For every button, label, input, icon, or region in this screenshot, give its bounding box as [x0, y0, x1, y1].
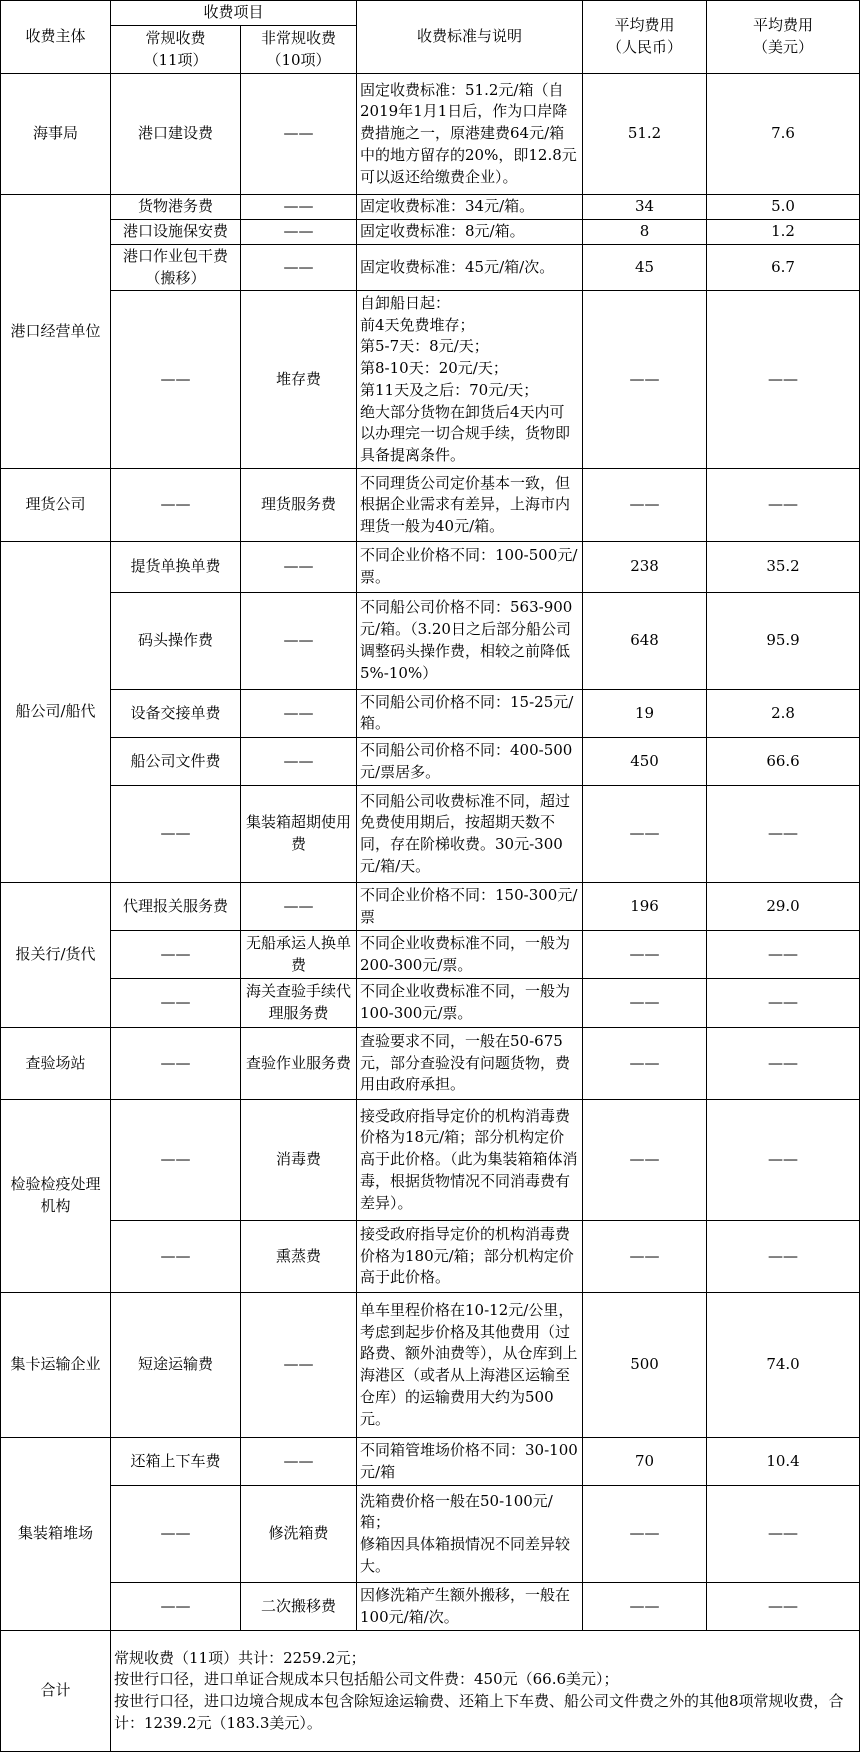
table-row	[1, 541, 860, 592]
irregular-item: 二次搬移费	[241, 1582, 357, 1630]
avg-rmb: ——	[583, 786, 707, 883]
avg-rmb: 500	[583, 1293, 707, 1438]
avg-rmb: 8	[583, 219, 707, 244]
avg-usd: ——	[707, 1220, 860, 1292]
table-row	[1, 74, 860, 195]
table-row	[1, 882, 860, 930]
irregular-item: ——	[241, 689, 357, 737]
irregular-item: ——	[241, 738, 357, 786]
irregular-item: ——	[241, 882, 357, 930]
fee-desc: 不同企业收费标准不同，一般为200-300元/票。	[357, 931, 583, 979]
header-regular-count: （11项）	[143, 50, 208, 69]
header-avg-usd-line2: （美元）	[753, 38, 814, 57]
table-row	[1, 244, 860, 291]
avg-rmb: ——	[583, 1027, 707, 1099]
avg-rmb: ——	[583, 1100, 707, 1221]
entity-cell: 集卡运输企业	[1, 1293, 111, 1438]
irregular-item: ——	[241, 593, 357, 690]
fee-desc: 不同企业价格不同：100-500元/票。	[357, 541, 583, 592]
avg-usd: ——	[707, 469, 860, 541]
fee-desc: 不同船公司价格不同：563-900元/箱。（3.20日之后部分船公司调整码头操作费，相较之前降低5%-10%）	[357, 593, 583, 690]
header-avg-usd	[707, 1, 860, 74]
irregular-item: ——	[241, 219, 357, 244]
irregular-item: 熏蒸费	[241, 1220, 357, 1292]
regular-item: 短途运输费	[111, 1293, 241, 1438]
table-row	[1, 469, 860, 541]
header-entity: 收费主体	[1, 1, 111, 74]
avg-rmb: ——	[583, 1220, 707, 1292]
regular-item: ——	[111, 1220, 241, 1292]
regular-item-line1: 港口作业包干费	[122, 246, 228, 265]
fee-desc: 固定收费标准：51.2元/箱（自2019年1月1日后，作为口岸降费措施之一，原港建费64元/箱中的地方留存的20%，即12.8元可以返还给缴费企业）。	[357, 74, 583, 195]
irregular-item: 理货服务费	[241, 469, 357, 541]
header-irregular	[241, 25, 357, 73]
avg-usd: ——	[707, 291, 860, 469]
regular-item: 提货单换单费	[111, 541, 241, 592]
table-row	[1, 1438, 860, 1486]
fee-desc: 因修洗箱产生额外搬移，一般在100元/箱/次。	[357, 1582, 583, 1630]
fee-desc-line: 第11天及之后：70元/天；	[360, 380, 539, 399]
fee-desc-line: 第8-10天：20元/天；	[360, 359, 508, 378]
avg-rmb: 34	[583, 194, 707, 219]
avg-rmb: ——	[583, 979, 707, 1027]
fee-desc-line: 绝大部分货物在卸货后4天内可以办理完一切合规手续，货物即具备提离条件。	[360, 402, 571, 465]
avg-rmb: ——	[583, 291, 707, 469]
table-row	[1, 979, 860, 1027]
header-irregular-count: （10项）	[266, 50, 331, 69]
header-items: 收费项目	[111, 1, 357, 26]
irregular-item: 堆存费	[241, 291, 357, 469]
table-row	[1, 689, 860, 737]
avg-rmb: 45	[583, 244, 707, 291]
regular-item: 港口建设费	[111, 74, 241, 195]
avg-usd: ——	[707, 979, 860, 1027]
fee-desc: 查验要求不同，一般在50-675元，部分查验没有问题货物，费用由政府承担。	[357, 1027, 583, 1099]
table-row	[1, 219, 860, 244]
regular-item: ——	[111, 469, 241, 541]
regular-item-line2: （搬移）	[145, 268, 206, 287]
regular-item: 港口设施保安费	[111, 219, 241, 244]
avg-usd: 29.0	[707, 882, 860, 930]
fee-desc: 接受政府指导定价的机构消毒费价格为18元/箱；部分机构定价高于此价格。（此为集装箱箱体消毒，根据货物情况不同消毒费有差异）。	[357, 1100, 583, 1221]
avg-usd: ——	[707, 786, 860, 883]
avg-usd: ——	[707, 1486, 860, 1583]
fee-desc: 不同企业收费标准不同，一般为100-300元/票。	[357, 979, 583, 1027]
entity-cell: 海事局	[1, 74, 111, 195]
avg-usd: 6.7	[707, 244, 860, 291]
fee-desc-line: 修箱因具体箱损情况不同差异较大。	[360, 1535, 571, 1575]
avg-usd: 5.0	[707, 194, 860, 219]
fee-desc: 固定收费标准：8元/箱。	[357, 219, 583, 244]
regular-item: ——	[111, 1486, 241, 1583]
regular-item	[111, 244, 241, 291]
entity-cell: 集装箱堆场	[1, 1438, 111, 1631]
fee-desc: 不同箱管堆场价格不同：30-100元/箱	[357, 1438, 583, 1486]
fee-desc: 接受政府指导定价的机构消毒费价格为180元/箱；部分机构定价高于此价格。	[357, 1220, 583, 1292]
irregular-item: ——	[241, 244, 357, 291]
header-regular	[111, 25, 241, 73]
total-row	[1, 1631, 860, 1752]
entity-cell: 检验检疫处理机构	[1, 1100, 111, 1293]
table-row	[1, 1582, 860, 1630]
avg-rmb: ——	[583, 1486, 707, 1583]
table-row	[1, 1293, 860, 1438]
fee-desc	[357, 1486, 583, 1583]
avg-usd: 2.8	[707, 689, 860, 737]
avg-usd: 1.2	[707, 219, 860, 244]
header-irregular-label: 非常规收费	[261, 28, 337, 47]
regular-item: ——	[111, 1582, 241, 1630]
header-avg-rmb-line1: 平均费用	[614, 16, 675, 35]
irregular-item: 查验作业服务费	[241, 1027, 357, 1099]
regular-item: 船公司文件费	[111, 738, 241, 786]
entity-cell: 船公司/船代	[1, 541, 111, 882]
regular-item: ——	[111, 979, 241, 1027]
table-row	[1, 1486, 860, 1583]
irregular-item: ——	[241, 74, 357, 195]
table-row	[1, 738, 860, 786]
avg-usd: ——	[707, 1027, 860, 1099]
total-label: 合计	[1, 1631, 111, 1752]
table-row	[1, 931, 860, 979]
avg-rmb: ——	[583, 931, 707, 979]
total-line: 常规收费（11项）共计：2259.2元；	[114, 1648, 366, 1667]
avg-usd: ——	[707, 1100, 860, 1221]
fee-desc: 固定收费标准：34元/箱。	[357, 194, 583, 219]
regular-item: ——	[111, 786, 241, 883]
avg-usd: 66.6	[707, 738, 860, 786]
irregular-item: ——	[241, 1293, 357, 1438]
entity-cell: 报关行/货代	[1, 882, 111, 1027]
table-row	[1, 194, 860, 219]
total-summary	[111, 1631, 860, 1752]
table-row	[1, 1220, 860, 1292]
fee-desc-line: 第5-7天：8元/天；	[360, 337, 489, 356]
irregular-item: ——	[241, 194, 357, 219]
avg-rmb: 450	[583, 738, 707, 786]
regular-item: 还箱上下车费	[111, 1438, 241, 1486]
avg-rmb: 196	[583, 882, 707, 930]
regular-item: ——	[111, 1100, 241, 1221]
fee-desc	[357, 291, 583, 469]
irregular-item: 消毒费	[241, 1100, 357, 1221]
entity-cell: 查验场站	[1, 1027, 111, 1099]
total-line: 按世行口径，进口边境合规成本包含除短途运输费、还箱上下车费、船公司文件费之外的其他8项常规收费，合计：1239.2元（183.3美元）。	[114, 1692, 844, 1732]
fee-desc: 不同理货公司定价基本一致，但根据企业需求有差异，上海市内理货一般为40元/箱。	[357, 469, 583, 541]
fee-desc-line: 自卸船日起：	[360, 293, 451, 312]
avg-rmb: 70	[583, 1438, 707, 1486]
total-line: 按世行口径，进口单证合规成本只包括船公司文件费：450元（66.6美元）；	[114, 1670, 619, 1689]
header-avg-usd-line1: 平均费用	[753, 16, 814, 35]
fee-desc: 单车里程价格在10-12元/公里，考虑到起步价格及其他费用（过路费、额外油费等），从仓库到上海港区（或者从上海港区运输至仓库）的运输费用大约为500元。	[357, 1293, 583, 1438]
fee-desc: 不同船公司价格不同：400-500元/票居多。	[357, 738, 583, 786]
avg-rmb: 51.2	[583, 74, 707, 195]
table-row	[1, 1100, 860, 1221]
irregular-item: 海关查验手续代理服务费	[241, 979, 357, 1027]
irregular-item: ——	[241, 541, 357, 592]
regular-item: ——	[111, 291, 241, 469]
header-avg-rmb-line2: （人民币）	[607, 38, 683, 57]
avg-usd: ——	[707, 1582, 860, 1630]
table-row	[1, 291, 860, 469]
irregular-item: 集装箱超期使用费	[241, 786, 357, 883]
header-regular-label: 常规收费	[145, 28, 206, 47]
avg-rmb: ——	[583, 469, 707, 541]
irregular-item: 无船承运人换单费	[241, 931, 357, 979]
entity-cell: 港口经营单位	[1, 194, 111, 469]
entity-cell: 理货公司	[1, 469, 111, 541]
fee-desc-line: 前4天免费堆存；	[360, 315, 475, 334]
fee-desc-line: 洗箱费价格一般在50-100元/箱；	[360, 1491, 553, 1532]
avg-rmb: 648	[583, 593, 707, 690]
fee-desc: 不同船公司价格不同：15-25元/箱。	[357, 689, 583, 737]
fee-desc: 固定收费标准：45元/箱/次。	[357, 244, 583, 291]
avg-usd: 10.4	[707, 1438, 860, 1486]
table-row	[1, 786, 860, 883]
avg-usd: 74.0	[707, 1293, 860, 1438]
table-row	[1, 593, 860, 690]
avg-rmb: ——	[583, 1582, 707, 1630]
avg-usd: 95.9	[707, 593, 860, 690]
regular-item: 码头操作费	[111, 593, 241, 690]
fee-desc: 不同船公司收费标准不同，超过免费使用期后，按超期天数不同，存在阶梯收费。30元-300元/箱/天。	[357, 786, 583, 883]
header-avg-rmb	[583, 1, 707, 74]
fee-desc: 不同企业价格不同：150-300元/票	[357, 882, 583, 930]
header-desc: 收费标准与说明	[357, 1, 583, 74]
regular-item: 代理报关服务费	[111, 882, 241, 930]
regular-item: 货物港务费	[111, 194, 241, 219]
regular-item: ——	[111, 1027, 241, 1099]
table-row	[1, 1027, 860, 1099]
irregular-item: 修洗箱费	[241, 1486, 357, 1583]
avg-rmb: 238	[583, 541, 707, 592]
avg-usd: 35.2	[707, 541, 860, 592]
avg-usd: ——	[707, 931, 860, 979]
regular-item: ——	[111, 931, 241, 979]
irregular-item: ——	[241, 1438, 357, 1486]
avg-rmb: 19	[583, 689, 707, 737]
avg-usd: 7.6	[707, 74, 860, 195]
regular-item: 设备交接单费	[111, 689, 241, 737]
